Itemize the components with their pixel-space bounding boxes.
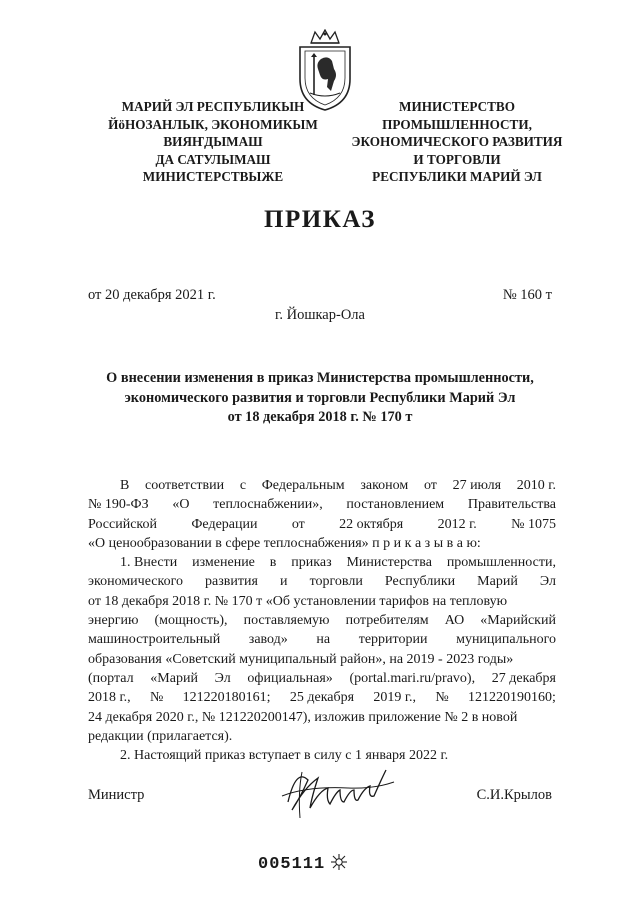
header-line: ПРОМЫШЛЕННОСТИ, bbox=[382, 116, 532, 132]
header-line: ДА САТУЛЫМАШ bbox=[155, 151, 271, 167]
body-word: № bbox=[435, 690, 449, 706]
body-word: Федерации bbox=[191, 516, 258, 532]
body-word: 22 октября bbox=[339, 516, 404, 532]
body-line bbox=[88, 727, 556, 746]
body-word: соответствии bbox=[145, 478, 225, 493]
body-word: торговли bbox=[309, 574, 363, 590]
body-word: Федеральным bbox=[261, 478, 345, 493]
issue-city: г. Йошкар-Ола bbox=[275, 307, 365, 323]
body-word: теплоснабжении», bbox=[213, 497, 323, 513]
body-word: 1. Внести bbox=[120, 555, 178, 571]
header-line: ЭКОНОМИЧЕСКОГО РАЗВИТИЯ bbox=[351, 134, 563, 149]
body-word: Республики bbox=[384, 574, 456, 590]
header-line: МАРИЙ ЭЛ РЕСПУБЛИКЫН bbox=[121, 99, 305, 114]
header-line: ЙӧНОЗАНЛЫК, ЭКОНОМИКЫМ bbox=[108, 116, 318, 132]
body-word: промышленности, bbox=[446, 555, 556, 571]
body-word: АО bbox=[444, 613, 465, 629]
body-word: (мощность), bbox=[154, 613, 228, 629]
body-line bbox=[88, 572, 556, 591]
body-word: потребителям bbox=[345, 613, 429, 629]
body-word: муниципального bbox=[456, 632, 556, 648]
document-title: ПРИКАЗ bbox=[264, 206, 376, 233]
header-line: РЕСПУБЛИКИ МАРИЙ ЭЛ bbox=[372, 169, 542, 184]
subject-line: от 18 декабря 2018 г. № 170 т bbox=[227, 409, 413, 425]
star-mark-icon bbox=[330, 853, 348, 871]
body-line bbox=[88, 534, 556, 553]
body-line bbox=[88, 592, 556, 611]
body-word: с bbox=[239, 478, 247, 493]
body-word: «Марий bbox=[150, 670, 198, 686]
body-word: официальная» bbox=[247, 670, 333, 686]
signer-role: Министр bbox=[88, 787, 145, 803]
signer-name: С.И.Крылов bbox=[476, 787, 552, 803]
header-line: МИНИСТЕРСТВО bbox=[399, 99, 515, 114]
header-org-marij bbox=[88, 98, 338, 186]
order-subject bbox=[60, 369, 580, 428]
body-word: «Марийский bbox=[480, 613, 556, 629]
body-word: энергию bbox=[88, 613, 139, 629]
body-line bbox=[88, 495, 556, 514]
body-word: машиностроительный bbox=[88, 632, 221, 648]
handwritten-signature bbox=[278, 758, 398, 828]
body-word: В bbox=[120, 478, 130, 493]
body-word: развития bbox=[205, 574, 258, 590]
header-line: И ТОРГОВЛИ bbox=[413, 151, 501, 167]
body-word: № 1075 bbox=[511, 516, 556, 532]
body-word: Российской bbox=[88, 516, 157, 532]
body-word: 2. Настоящий приказ вступает в силу с 1 января 2022 г. bbox=[120, 748, 449, 764]
body-line bbox=[88, 476, 556, 495]
body-word: от bbox=[423, 478, 437, 493]
body-word: (портал bbox=[88, 670, 134, 686]
header-line: МИНИСТЕРСТВЫЖЕ bbox=[142, 169, 284, 184]
body-word: 121220180161; bbox=[182, 690, 271, 706]
order-body bbox=[88, 476, 556, 765]
body-word: от bbox=[291, 516, 305, 532]
body-word: 24 декабря 2020 г., № 121220200147), изложив приложение № 2 в новой bbox=[88, 709, 518, 725]
order-date: от 20 декабря 2021 г. bbox=[88, 287, 216, 303]
form-serial-number: 005111 bbox=[258, 855, 326, 874]
body-word: территории bbox=[358, 632, 428, 648]
body-word: изменение bbox=[192, 555, 255, 571]
body-word: завод» bbox=[248, 632, 288, 648]
body-word: «О ценообразовании в сфере теплоснабжения» п р и к а з ы в а ю: bbox=[88, 535, 481, 551]
subject-line: экономического развития и торговли Республики Марий Эл bbox=[124, 389, 516, 406]
body-word: Правительства bbox=[467, 497, 556, 513]
body-line bbox=[88, 515, 556, 534]
body-word: от 18 декабря 2018 г. № 170 т «Об установлении тарифов на тепловую bbox=[88, 593, 508, 609]
body-word: 2018 г., bbox=[88, 690, 131, 706]
body-word: (portal.mari.ru/pravo), bbox=[349, 670, 476, 686]
order-number: № 160 т bbox=[502, 287, 552, 303]
body-word: экономического bbox=[88, 574, 183, 590]
body-word: на bbox=[316, 632, 331, 648]
body-line bbox=[88, 669, 556, 688]
header-org-russian bbox=[338, 98, 576, 186]
body-word: «О bbox=[172, 497, 190, 513]
body-word: № bbox=[149, 690, 164, 706]
body-word: 27 июля bbox=[452, 478, 502, 493]
body-word: 121220190160; bbox=[468, 690, 556, 706]
header-line: ВИЯҤДЫМАШ bbox=[163, 134, 263, 149]
body-word: в bbox=[269, 555, 277, 571]
body-word: поставляемую bbox=[243, 613, 330, 629]
body-word: и bbox=[280, 574, 288, 590]
body-word: редакции (прилагается). bbox=[88, 728, 233, 744]
body-word: законом bbox=[360, 478, 409, 493]
body-line bbox=[88, 650, 556, 669]
body-line bbox=[88, 708, 556, 727]
body-word: 2010 г. bbox=[516, 478, 556, 493]
body-line bbox=[88, 688, 556, 707]
body-word: 25 декабря bbox=[289, 690, 355, 706]
body-word: 2019 г., bbox=[373, 690, 417, 706]
body-word: Министерства bbox=[346, 555, 432, 571]
body-word: образования «Советский муниципальный район», на 2019 - 2023 годы» bbox=[88, 651, 514, 667]
body-word: постановлением bbox=[346, 497, 445, 513]
body-word: Марий bbox=[477, 574, 518, 590]
body-word: Эл bbox=[539, 574, 556, 590]
body-line bbox=[88, 553, 556, 572]
subject-line: О внесении изменения в приказ Министерства промышленности, bbox=[106, 370, 534, 386]
body-line bbox=[88, 630, 556, 649]
body-word: 2012 г. bbox=[437, 516, 477, 532]
body-word: приказ bbox=[291, 555, 332, 571]
body-word: 27 декабря bbox=[491, 670, 556, 686]
body-word: № 190-ФЗ bbox=[88, 497, 149, 513]
body-word: Эл bbox=[214, 670, 231, 686]
body-line bbox=[88, 611, 556, 630]
